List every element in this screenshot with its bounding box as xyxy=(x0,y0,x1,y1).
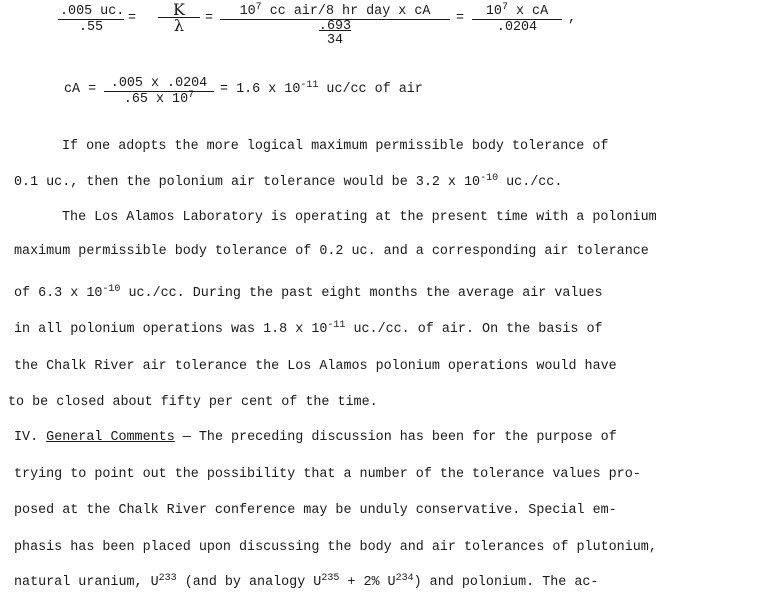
fraction-numerator: $10^7$ cc air/8 hr day x cA xyxy=(220,4,450,20)
text-line: to be closed about fifty per cent of the time. xyxy=(8,395,378,410)
text-line: posed at the Chalk River conference may be unduly conservative. Special em- xyxy=(14,503,617,518)
text-line: trying to point out the possibility that a number of the tolerance values pro- xyxy=(14,467,641,482)
fraction-concentration xyxy=(104,76,214,107)
fraction-denominator-lower: 34 xyxy=(326,33,344,48)
text-line: The Los Alamos Laboratory is operating at the present time with a polonium xyxy=(62,210,657,225)
text-line: phasis has been placed upon discussing the body and air tolerances of plutonium, xyxy=(14,540,657,555)
text-line: If one adopts the more logical maximum permissible body tolerance of xyxy=(62,139,609,154)
fraction-air-volume xyxy=(220,4,450,48)
fraction-denominator: .0204 xyxy=(496,20,538,35)
section-heading: General Comments xyxy=(46,430,175,445)
fraction-k-over-lambda xyxy=(158,2,200,33)
text-line: in all polonium operations was 1.8 x $10^{-11}$ uc./cc. of air. On the basis of xyxy=(14,320,603,337)
equals-sign: = xyxy=(456,11,465,26)
section-number: IV. xyxy=(14,430,39,445)
fraction-numerator: .005 uc. xyxy=(60,4,125,19)
fraction-numerator: .005 x .0204 xyxy=(104,76,214,92)
equation-rhs: = 1.6 x $10^{-11}$ uc/cc of air xyxy=(220,80,423,97)
fraction-denominator: .65 x $10^7$ xyxy=(123,90,195,107)
section-heading-line: IV. General Comments — The preceding discussion has been for the purpose of xyxy=(14,430,617,445)
equals-sign: = xyxy=(128,11,137,26)
equation-lhs: cA = xyxy=(64,82,97,97)
fraction-result xyxy=(472,4,562,35)
text-line: of 6.3 x $10^{-10}$ uc./cc. During the past eight months the average air values xyxy=(14,284,603,301)
trailing-comma: , xyxy=(568,11,577,26)
fraction-denominator-upper: .693 xyxy=(318,19,352,34)
fraction-numerator: $10^7$ x cA xyxy=(472,4,562,20)
em-dash: — xyxy=(182,430,191,445)
fraction-numerator: K xyxy=(158,2,200,18)
text-line: natural uranium, $U^{233}$ (and by analogy $U^{235} + 2\%$ $U^{234}$) and polonium. The ac- xyxy=(14,573,599,590)
text-line: 0.1 uc., then the polonium air tolerance would be 3.2 x $10^{-10}$ uc./cc. xyxy=(14,173,563,190)
fraction-denominator: λ xyxy=(173,16,185,35)
fraction-denominator: .55 xyxy=(78,20,104,35)
text-line: maximum permissible body tolerance of 0.2 uc. and a corresponding air tolerance xyxy=(14,244,649,259)
fraction-dose-over-fraction xyxy=(58,4,124,35)
text-line: the Chalk River air tolerance the Los Alamos polonium operations would have xyxy=(14,359,617,374)
equals-sign: = xyxy=(205,11,214,26)
